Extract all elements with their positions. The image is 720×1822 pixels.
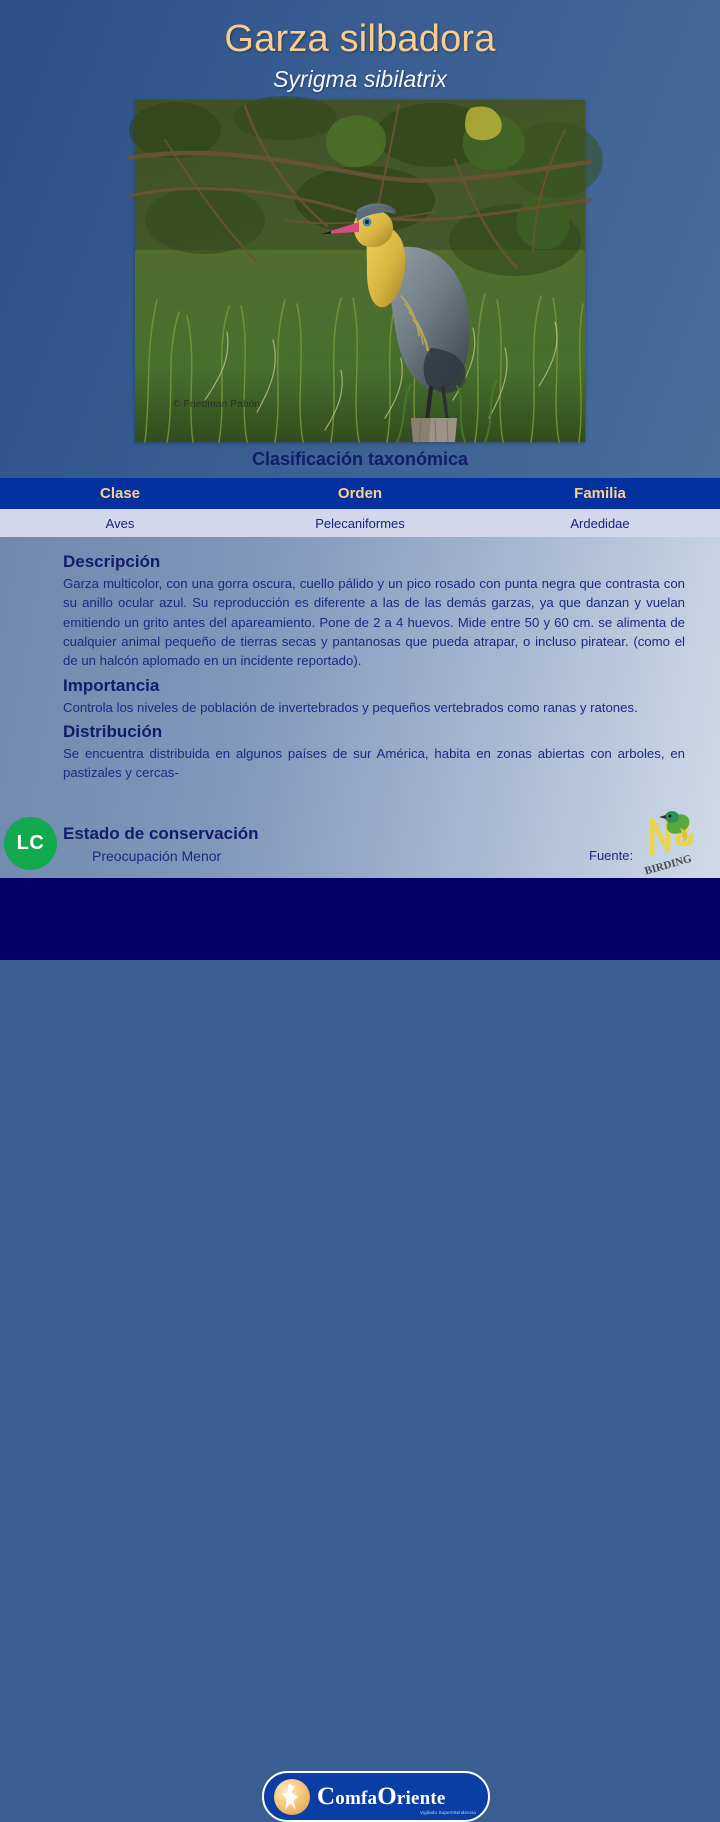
section-body-descripcion: Garza multicolor, con una gorra oscura, cuello pálido y un pico rosado con punta negra que contrasta con su anillo ocular azul. Su reproducción es diferente a las de las demás garzas, ya que danzan y vuelan emitiendo un grito antes del apareamiento. Pone de 2 a 4 huevos. Mide entre 50 y 60 cm. se alimenta de cualquier animal pequeño de tierras secas y pantanosas que pueda atrapar, o incluso piratear. (como el de un halcón aplomado en un incidente reportado). bbox=[63, 575, 685, 669]
source-label: Fuente: bbox=[589, 848, 634, 863]
photo-credit: © Friedman Pabón bbox=[173, 399, 261, 410]
comfaoriente-wordmark: ComfaOriente bbox=[317, 1783, 446, 1810]
conservation-status: Preocupación Menor bbox=[92, 848, 222, 864]
scientific-name: Syrigma sibilatrix bbox=[273, 66, 447, 92]
footer-bar bbox=[0, 878, 720, 1815]
taxonomy-table-header bbox=[0, 478, 720, 509]
species-photo-image bbox=[135, 100, 585, 442]
column-header-familia: Familia bbox=[574, 485, 626, 502]
column-header-orden: Orden bbox=[337, 485, 383, 502]
comfaoriente-emblem-icon bbox=[274, 1779, 310, 1815]
info-content bbox=[63, 552, 685, 787]
page-title: Garza silbadora bbox=[224, 18, 496, 60]
section-body-importancia: Controla los niveles de población de invertebrados y pequeños vertebrados como ranas y ratones. bbox=[63, 699, 638, 715]
section-heading-importancia: Importancia bbox=[63, 675, 160, 695]
species-photo bbox=[135, 100, 585, 442]
taxonomy-title: Clasificación taxonómica bbox=[251, 449, 469, 469]
section-body-distribucion: Se encuentra distribuida en algunos países de sur América, habita en zonas abiertas con arboles, en pastizales y cercas- bbox=[63, 745, 685, 781]
status-badge-code: LC bbox=[16, 832, 45, 854]
value-orden: Pelecaniformes bbox=[315, 515, 405, 531]
conservation-title: Estado de conservación bbox=[63, 824, 259, 843]
status-badge bbox=[4, 817, 57, 870]
section-heading-descripcion: Descripción bbox=[63, 552, 161, 571]
taxonomy-table-row bbox=[0, 509, 720, 537]
birding-logo-text: BIRDING bbox=[643, 852, 694, 878]
value-clase: Aves bbox=[105, 515, 135, 531]
section-heading-distribucion: Distribución bbox=[63, 721, 163, 741]
column-header-clase: Clase bbox=[99, 485, 141, 502]
value-familia: Ardedidae bbox=[570, 515, 630, 531]
birding-logo-icon bbox=[638, 806, 708, 878]
comfaoriente-tagline: Vigilado Superintendencia bbox=[420, 1810, 476, 1815]
comfaoriente-logo[interactable] bbox=[262, 1771, 490, 1822]
